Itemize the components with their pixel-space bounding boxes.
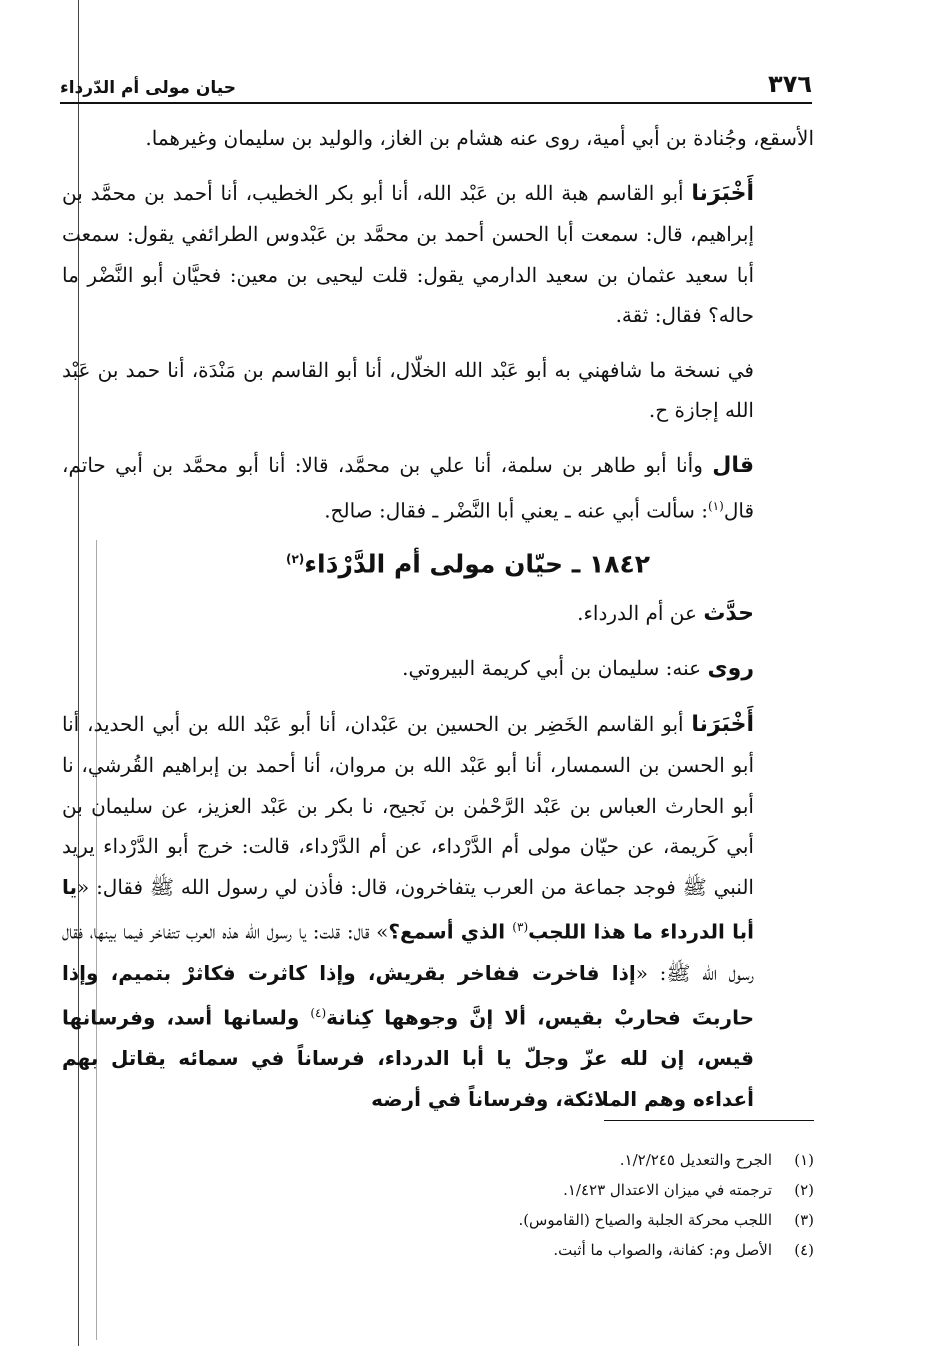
footnote-divider [604,1120,814,1121]
keyword-haddatha: حدَّث [703,600,754,626]
keyword-rawa: روى [707,656,754,682]
paragraph-text: عن أم الدرداء. [577,600,704,625]
keyword-akhbarana: أَخْبَرَنا [691,180,754,206]
footnote-ref: (٣) [512,920,529,935]
paragraph [62,350,814,431]
hadith-text: الذي أسمع؟ [388,920,513,945]
footnote-number: (٢) [794,1181,814,1199]
paragraph [62,593,814,635]
paragraph [62,704,814,1119]
paragraph-text: » قال: قلت: يا رسول الله هذه العرب تتفاخر فيما بينها، فقال رسول الله ﷺ: « [62,920,754,985]
footnote [300,1205,814,1235]
paragraph [62,445,814,532]
footnotes [300,1145,814,1265]
paragraph-text: أبو القاسم الخَضِر بن الحسين بن عَبْدان، أنا أبو عَبْد الله بن أبي الحديد، أنا أبو الحسن بن السمسار، أنا أبو عَبْد الله بن مروان، أنا أحمد بن إبراهيم القُرشي، نا أبو الحارث العباس بن عَبْد الرَّحْمٰن بن نَجيح، نا بكر بن عَبْد العزيز، عن سليمان بن أبي كَريمة، عن حيّان مولى أم الدَّرْداء، عن أم الدَّرْداء، قالت: خرج أبو الدَّرْداء يريد النبي ﷺ فوجد جماعة من العرب يتفاخرون، قال: فأذن لي رسول الله ﷺ فقال: « [62,711,754,899]
running-title: حيان مولى أم الدّرداء [60,78,236,98]
footnote-number: (١) [794,1151,814,1169]
paragraph [62,648,814,690]
page-number: ٣٧٦ [768,70,812,98]
hadith-text: إذا فاخرت ففاخر بقريش، وإذا كاثرت فكاثرْ بتميم، وإذا حاربتَ فحاربْ بقيس، ألا إنَّ وجوهها كِنانة [62,960,754,1030]
paragraph-text-continued: : سألت أبي عنه ـ يعني أبا النَّضْر ـ فقال: صالح. [324,498,708,523]
hadith-text: يا أبا الدرداء ما هذا اللجب [62,874,754,945]
footnote [300,1175,814,1205]
hadith-text: ولسانها أسد، وفرسانها قيس، إن لله عزّ وجلّ يا أبا الدرداء، فرساناً في سمائه يقاتل بهم أعداءه وهم الملائكة، وفرساناً في أرضه [62,1005,754,1111]
entry-title-text: ١٨٤٢ ـ حيّان مولى أم الدَّرْدَاء [304,549,651,579]
paragraph-text: أبو القاسم هبة الله بن عَبْد الله، أنا أبو بكر الخطيب، أنا أحمد بن محمَّد بن إبراهيم، قال: سمعت أبا الحسن أحمد بن محمَّد بن عَبْدوس الطرائفي يقول: سمعت أبا سعيد عثمان بن سعيد الدارمي يقول: قلت ليحيى بن معين: فحيَّان أبو النَّضْر ما حاله؟ فقال: ثقة. [62,180,754,327]
paragraph [62,118,814,159]
paragraph-text: عنه: سليمان بن أبي كريمة البيروتي. [402,656,708,681]
footnote-ref: (٤) [310,1006,327,1021]
entry-title [62,539,814,585]
footnote-text: الأصل وم: كفانة، والصواب ما أثبت. [553,1241,772,1259]
page-header [60,60,812,104]
footnote-number: (٤) [794,1241,814,1259]
footnote-text: الجرح والتعديل ١/٢/٢٤٥. [619,1151,772,1169]
footnote-ref: (٢) [285,552,305,567]
keyword-akhbarana: أَخْبَرَنا [691,711,754,737]
keyword-qala: قال [712,452,754,478]
paragraph-text: الأسقع، وجُنادة بن أبي أمية، روى عنه هشام بن الغاز، والوليد بن سليمان وغيرهما. [145,126,814,150]
footnote-text: اللجب محركة الجلبة والصياح (القاموس). [518,1211,772,1229]
footnote-number: (٣) [794,1211,814,1229]
footnote [300,1145,814,1175]
footnote-ref: (١) [707,499,724,513]
footnote [300,1235,814,1265]
paragraph-text: وأنا أبو طاهر بن سلمة، أنا علي بن محمَّد، قالا: أنا أبو محمَّد بن أبي حاتم، قال [62,452,754,523]
paragraph-text: في نسخة ما شافهني به أبو عَبْد الله الخلّال، أنا أبو القاسم بن مَنْدَة، أنا حمد بن عَبْد الله إجازة ح. [62,357,754,422]
paragraph [62,173,814,336]
footnote-text: ترجمته في ميزان الاعتدال ١/٤٢٣. [563,1181,772,1199]
main-text [62,118,814,1119]
